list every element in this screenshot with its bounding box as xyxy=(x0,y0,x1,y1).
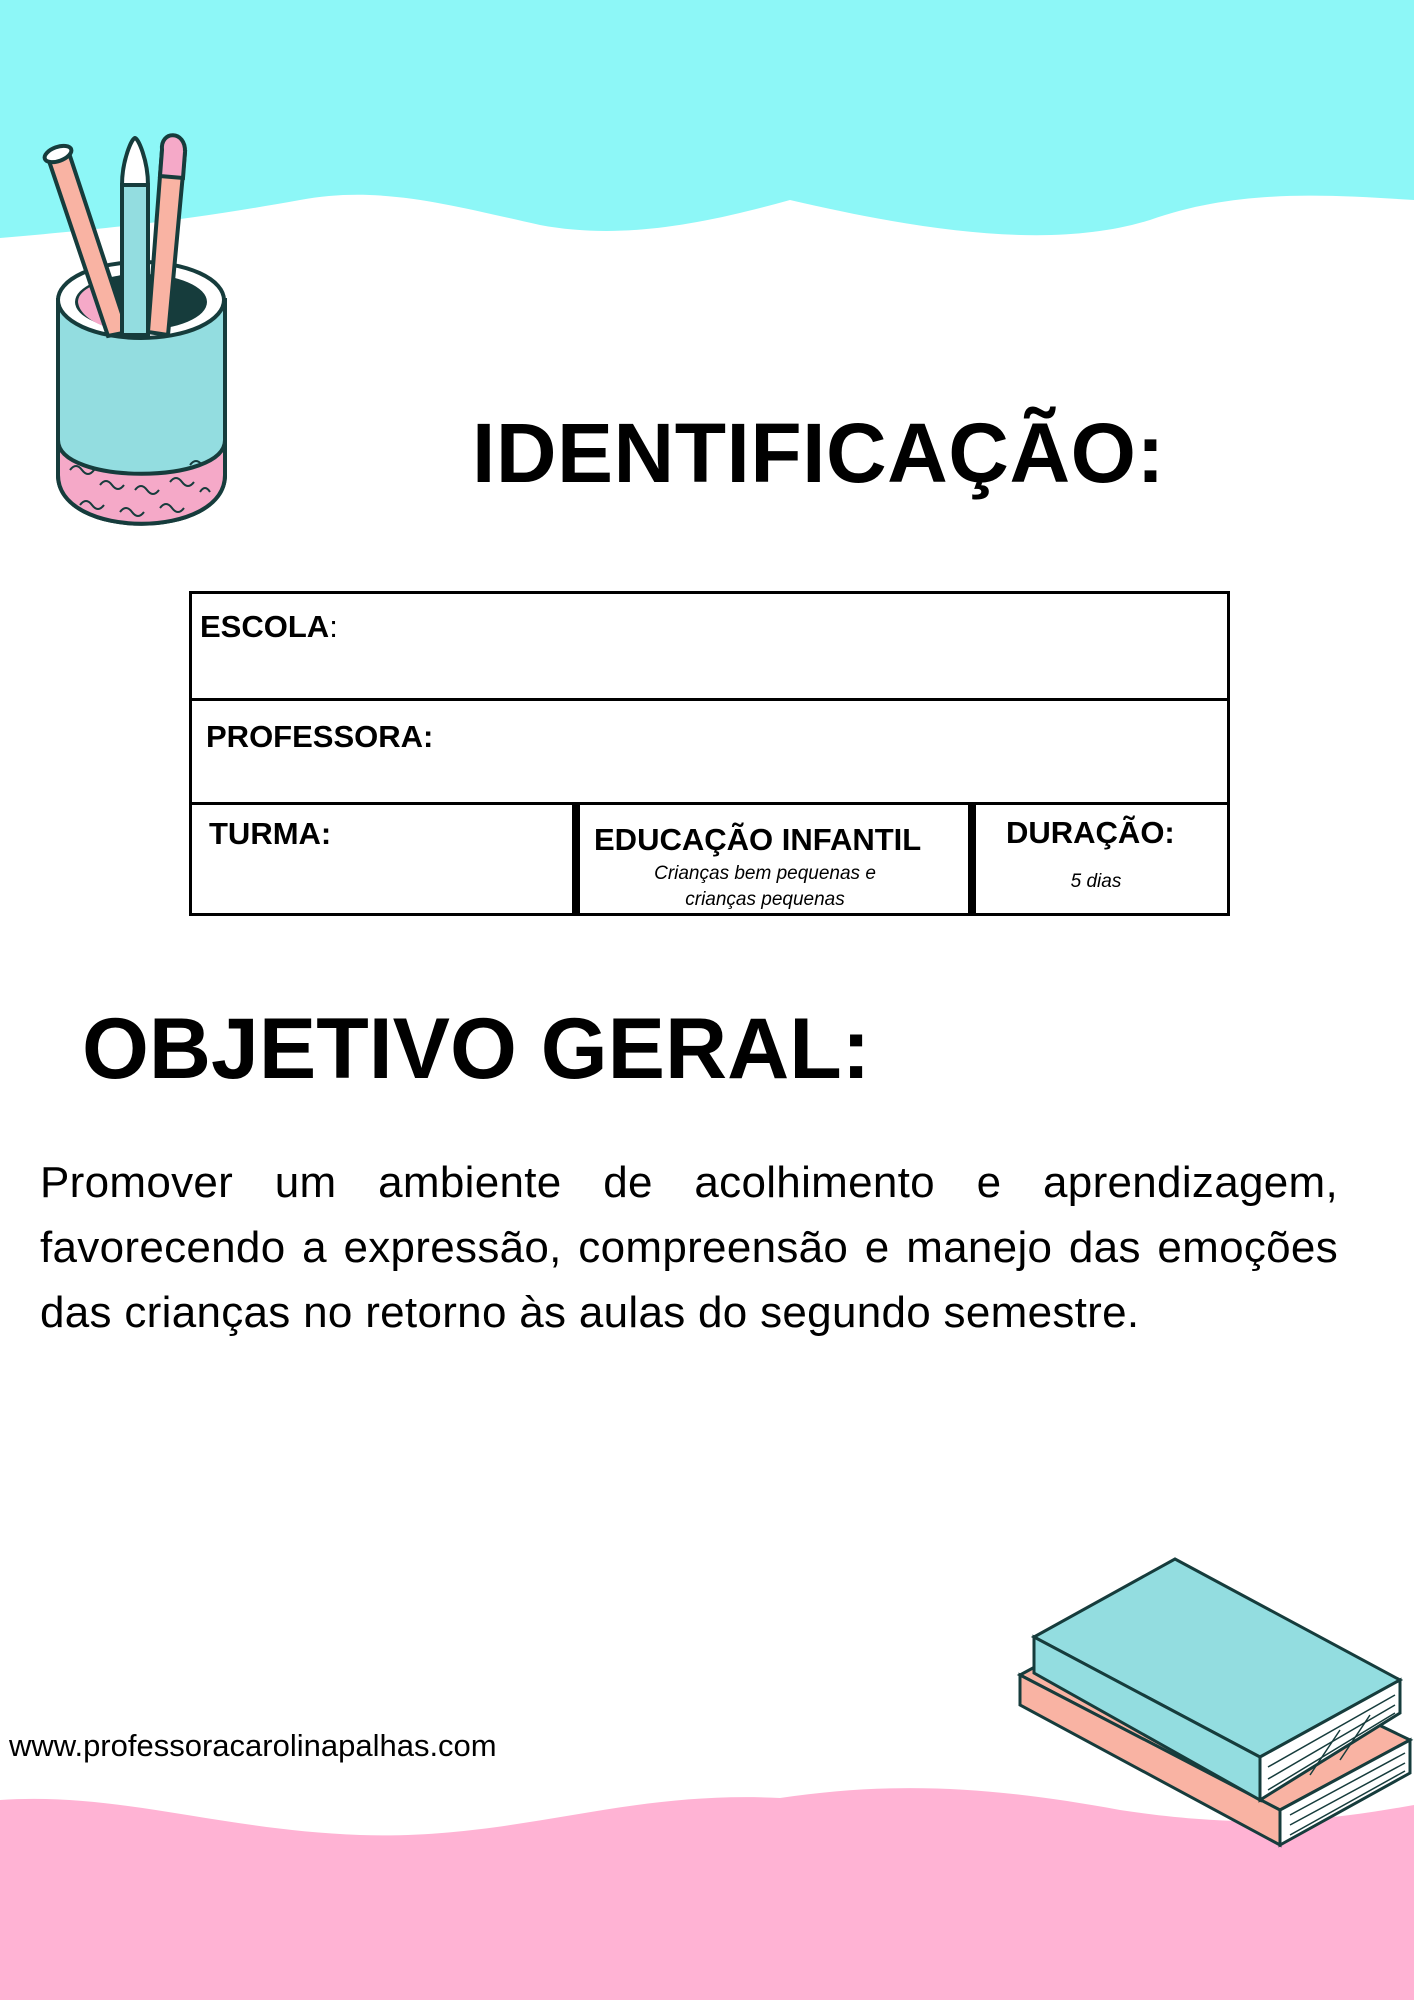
professora-label: PROFESSORA: xyxy=(206,719,434,754)
duracao-cell xyxy=(976,805,1227,913)
educacao-label: EDUCAÇÃO INFANTIL xyxy=(594,822,922,857)
details-row xyxy=(192,805,1227,913)
educacao-sub-line1: Crianças bem pequenas e xyxy=(654,863,876,884)
books-stack-icon xyxy=(1010,1545,1414,1865)
duracao-label: DURAÇÃO: xyxy=(1006,815,1175,850)
pencil-cup-icon xyxy=(40,120,240,540)
turma-cell xyxy=(192,805,580,913)
identification-title: IDENTIFICAÇÃO: xyxy=(472,406,1165,500)
objective-title: OBJETIVO GERAL: xyxy=(82,1001,871,1097)
escola-row xyxy=(192,594,1227,701)
turma-label: TURMA: xyxy=(209,816,332,851)
escola-colon: : xyxy=(329,609,338,644)
identification-table xyxy=(189,591,1230,916)
escola-label xyxy=(200,609,338,645)
escola-label-text: ESCOLA xyxy=(200,609,330,644)
educacao-sub-line2: crianças pequenas xyxy=(685,889,845,910)
objective-text: Promover um ambiente de acolhimento e aprendizagem, favorecendo a expressão, compreensão e manejo das emoções das crianças no retorno às aulas do segundo semestre. xyxy=(40,1158,1338,1337)
duracao-value: 5 dias xyxy=(1070,871,1122,892)
educacao-cell xyxy=(580,805,976,913)
website-link[interactable]: www.professoracarolinapalhas.com xyxy=(9,1728,497,1763)
professora-row xyxy=(192,701,1227,805)
